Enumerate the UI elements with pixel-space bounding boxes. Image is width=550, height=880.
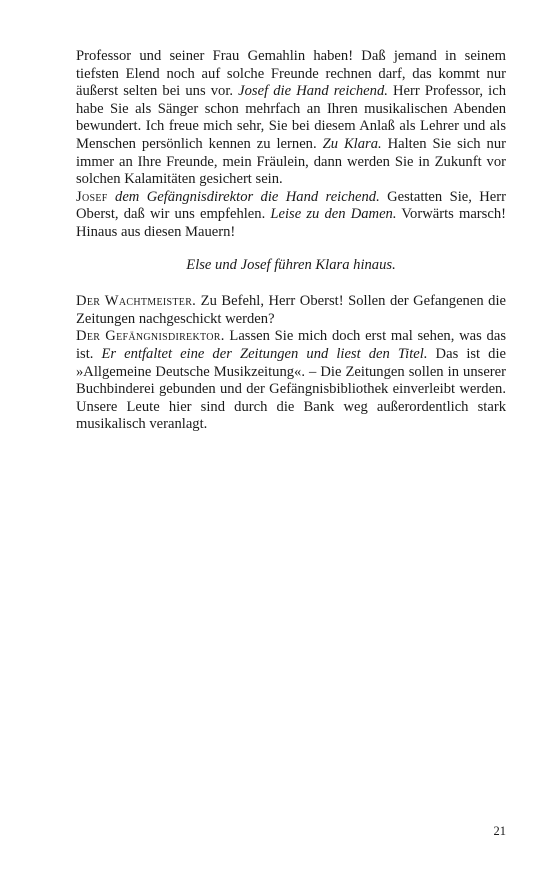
speaker-name: Der Wachtmeister. — [76, 293, 197, 310]
paragraph-director-speech — [76, 48, 506, 189]
speaker-name: Josef — [76, 188, 108, 205]
text-run: Das ist die »Allgemeine Deutsche Musikzeitung«. – Die Zeitungen sollen in unserer Buchbinderei gebunden und der Gefängnisbibliothek einverleibt werden. Unsere Leute hier sind durch die Bank weg außerordentlich stark musikalisch veranlagt. — [76, 345, 506, 433]
text-run: Zu Befehl, Herr Oberst! Sollen der Gefangenen die Zeitungen nachgeschickt werden? — [76, 293, 506, 327]
stage-direction-exit — [76, 257, 506, 275]
stage-direction: dem Gefängnisdirektor die Hand reichend. — [107, 188, 380, 205]
stage-direction: Josef die Hand reichend. — [238, 83, 388, 100]
paragraph-wachtmeister-speech — [76, 293, 506, 328]
text-run: Halten Sie sich nur immer an Ihre Freunde, mein Fräulein, dann werden Sie in Zukunft vor solchen Kalamitäten gesichert sein. — [76, 135, 506, 188]
text-run: Gestatten Sie, Herr Oberst, daß wir uns empfehlen. — [76, 188, 506, 223]
stage-direction: Er entfaltet eine der Zeitungen und liest den Titel. — [101, 345, 428, 362]
stage-direction-text: Else und Josef führen Klara hinaus. — [186, 256, 396, 273]
paragraph-gefaengnisdirektor-speech — [76, 328, 506, 434]
text-run: Vorwärts marsch! Hinaus aus diesen Mauern! — [76, 206, 506, 240]
stage-direction: Zu Klara. — [322, 135, 382, 152]
speaker-name: Der Gefängnisdirektor. — [76, 328, 225, 345]
text-run: Professor und seiner Frau Gemahlin haben! Daß jemand in seinem tiefsten Elend noch auf solche Freunde rechnen darf, das kommt nur äußerst selten bei uns vor. — [76, 48, 506, 100]
text-run: Herr Professor, ich habe Sie als Sänger schon mehrfach an Ihren musikalischen Abenden bewundert. Ich freue mich sehr, Sie bei diesem Anlaß als Lehrer und als Menschen persönlich kennen zu lernen. — [76, 83, 506, 152]
stage-direction: Leise zu den Damen. — [270, 206, 397, 223]
page-text — [76, 48, 506, 434]
text-run: Lassen Sie mich doch erst mal sehen, was das ist. — [76, 328, 506, 362]
page-number: 21 — [493, 824, 506, 838]
paragraph-josef-speech — [76, 189, 506, 242]
